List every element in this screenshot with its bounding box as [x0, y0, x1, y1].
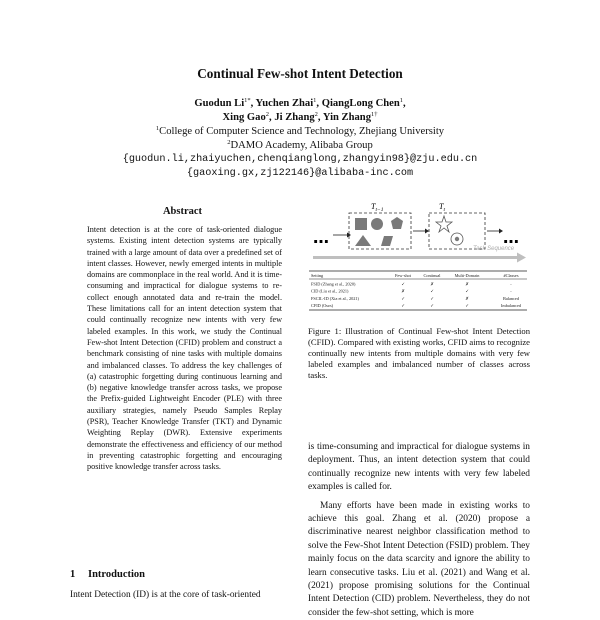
figure-1 [305, 199, 531, 311]
star-icon [436, 216, 452, 232]
table-cell: FSID (Zhang et al., 2020) [311, 281, 356, 287]
table-header [311, 273, 519, 278]
paper-title: Continual Few-shot Intent Detection [197, 66, 403, 81]
author-sup: 2 [265, 111, 270, 118]
pentagon-icon [391, 217, 403, 229]
table-cell: ✓ [465, 303, 469, 309]
table-cell: ✓ [401, 295, 405, 301]
author-name: Xing Gao [222, 112, 266, 123]
table-cell: ✓ [430, 288, 434, 294]
table-cell: FSCIL-ID (Xia et al., 2021) [311, 295, 359, 301]
author-sup: 1† [371, 111, 378, 118]
table-cell: ✓ [465, 288, 469, 294]
table-header-cell: Setting [311, 273, 324, 278]
figure-caption: Figure 1: Illustration of Continual Few-shot Intent Detection (CFID). Compared with existing works, CFID aims to recognize continually new intents from multiple domains with very few labeled examples and imbalanced number of classes across tasks. [308, 326, 530, 381]
author-name: Guodun Li [194, 98, 245, 109]
email-1: {guodun.li,zhaiyuchen,chenqianglong,zhangyin98}@zju.edu.cn [122, 154, 478, 165]
paragraph: Many efforts have been made in existing works to achieve this goal. Zhang et al. (2020) propose a discriminative nearest neighbor classification method to solve the Few-Shot Intent Detection (FSID) problem. They mainly focus on the data scarcity and ignore the ability to learn consecutive tasks. Liu et al. (2021) and Wang et al. (2021) propose promising solutions for the Continual Intent Detection (CID) problem. Nevertheless, they do not consider the few-shot setting, which is more [308, 500, 530, 618]
abstract-text: Intent detection is at the core of task-oriented dialogue systems. Existing intent detection systems are typically trained with a large amount of data over a predefined set of intent classes. However, newly emerged intents in multiple domains are commonplace in the real world. And it is time-consuming and impractical for dialogue systems to re-collect enough annotated data and re-train the model. These limitations call for an intent detection system that could continually recognize new intents with very few labeled examples. In this work, we study the Continual Few-shot Intent Detection (CFID) problem and construct a benchmark consisting of nine tasks with multiple domains and imbalanced classes. To address the key challenges of (a) catastrophic forgetting during continuous learning and (b) negative knowledge transfer across tasks, we propose the Prefix-guided Lightweight Encoder (PLE) with three auxiliary strategies, namely Pseudo Samples Replay (PSR), Teacher Knowledge Transfer (TKT) and Dynamic Weighting Replay (DWR). Extensive experiments demonstrate the effectiveness and efficiency of our method in preventing catastrophic forgetting and encouraging positive knowledge transfer across tasks. [87, 225, 282, 472]
author-name: Yuchen Zhai [255, 98, 314, 109]
table-cell: ✓ [401, 281, 405, 287]
task-sequence-bar [313, 256, 518, 259]
authors-line-2: Xing Gao$^2$, Ji Zhang$^2$, Yin Zhang$^{1\dagger}$ [222, 111, 378, 123]
circle-icon [371, 218, 383, 230]
task-cur-label: $T_t$ [439, 202, 445, 213]
table-cell: ✓ [430, 303, 434, 309]
moon-icon [464, 216, 472, 230]
triangle-icon [355, 235, 371, 246]
ellipsis-left: … [313, 228, 329, 247]
table-cell: ✓ [401, 303, 405, 309]
author-name: QiangLong Chen [321, 98, 400, 109]
author-sup: 1 [313, 97, 317, 104]
email-2: {gaoxing.gx,zj122146}@alibaba-inc.com [186, 168, 414, 179]
section-number: 1 [70, 569, 76, 580]
table-cell: ✗ [465, 295, 469, 301]
parallelogram-icon [381, 236, 393, 246]
affiliation-1: $^1$College of Computer Science and Technology, Zhejiang University [155, 125, 445, 137]
paragraph: is time-consuming and impractical for dialogue systems in deployment. Thus, an intent detection system that could continually recognize new intents with very few labeled examples is called for. [308, 442, 530, 493]
table-cell: CID (Liu et al., 2021) [311, 288, 349, 294]
task-prev-label: $T_{t-1}$ [371, 202, 384, 213]
table-cell: ✓ [430, 295, 434, 301]
table-header-cell: Continual [423, 273, 441, 278]
table-cell: Balanced [503, 295, 519, 301]
table-cell: Imbalanced [500, 303, 522, 309]
arrow-mid-head [425, 229, 429, 234]
section-heading [70, 569, 145, 580]
table-cell: ✗ [430, 281, 434, 287]
table-cell: - [510, 288, 512, 294]
authors-line-1: Guodun $Li^{1*}$, Yuchen Zhai$^1$, QiangLong Chen$^1$, [194, 97, 406, 109]
task-sequence-head [517, 253, 526, 263]
table-body [311, 282, 522, 309]
author-sup: 1 [399, 97, 403, 104]
table-header-cell: Multi-Domain [454, 273, 480, 278]
intro-text: Intent Detection (ID) is at the core of task-oriented [70, 590, 261, 600]
abstract-heading: Abstract [162, 206, 203, 217]
square-icon [355, 218, 367, 230]
author-name: Yin Zhang [322, 112, 371, 123]
right-column-text [308, 441, 530, 620]
author-name: Ji Zhang [274, 112, 315, 123]
table-cell: - [510, 281, 512, 287]
author-sup: 1* [244, 97, 251, 104]
figure-diagram [305, 199, 531, 311]
table-cell: ✗ [465, 281, 469, 287]
gear-hub-icon [455, 237, 459, 241]
table-header-cell: #Classes [503, 273, 519, 278]
task-sequence-label: Task Sequence [473, 246, 515, 252]
ellipsis-right: … [503, 228, 519, 247]
table-header-cell: Few-shot [395, 273, 411, 278]
table-cell: ✗ [401, 288, 405, 294]
author-block [0, 97, 600, 181]
affiliation-2: $^2$DAMO Academy, Alibaba Group [227, 139, 373, 151]
author-sup: 2 [314, 111, 318, 118]
section-title: Introduction [88, 569, 145, 580]
table-cell: CFID (Ours) [311, 303, 334, 309]
